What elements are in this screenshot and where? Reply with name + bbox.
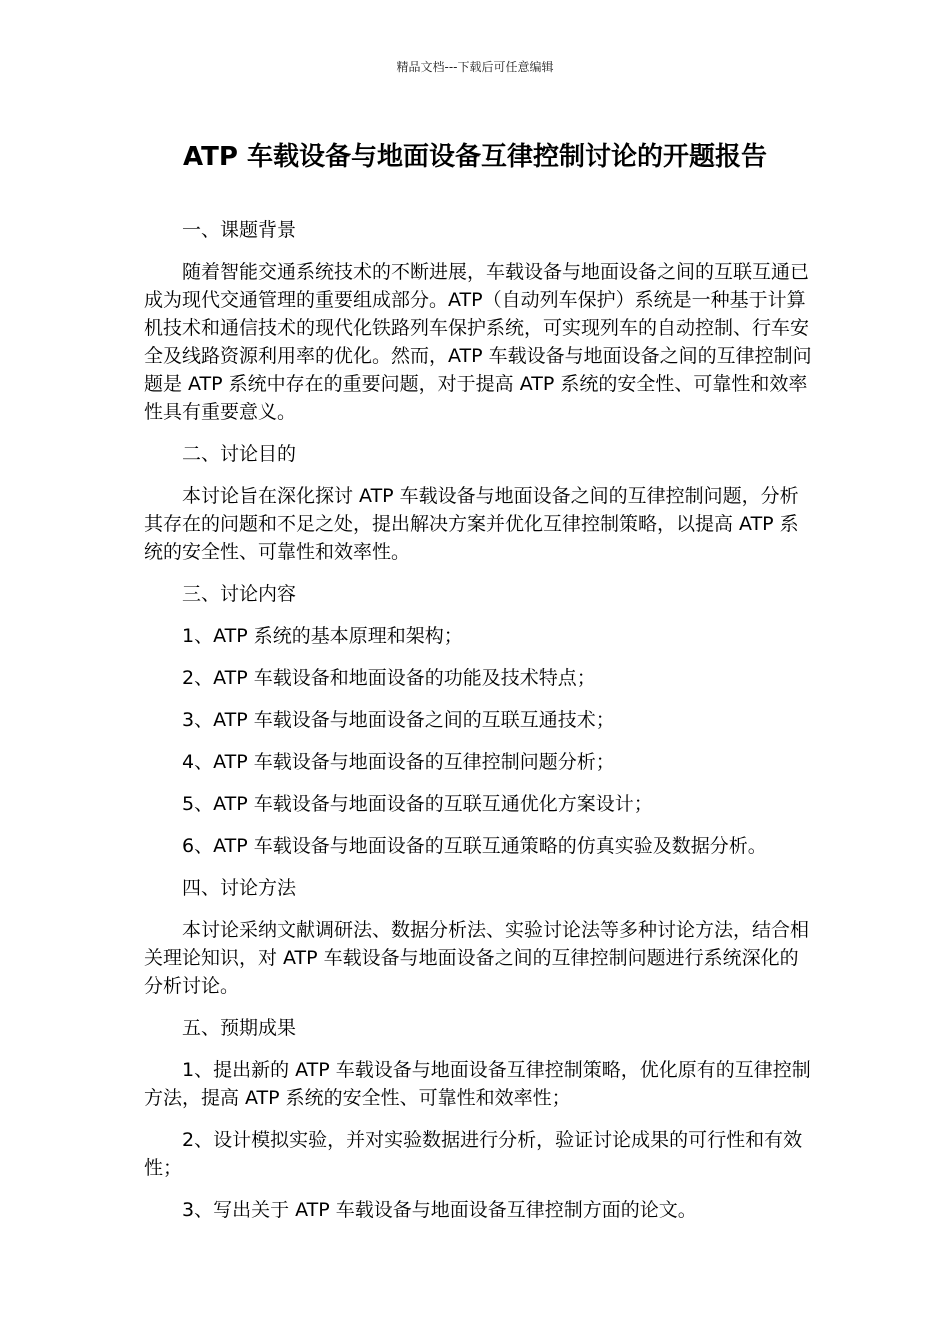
header-note: 精品文档---下载后可任意编辑 — [396, 60, 554, 74]
document-body — [144, 216, 814, 1238]
section-heading-content: 三、讨论内容 — [182, 583, 297, 605]
section-heading-background: 一、课题背景 — [182, 219, 297, 241]
paragraph-purpose: 本讨论旨在深化探讨 ATP 车载设备与地面设备之间的互律控制问题，分析其存在的问题和不足之处，提出解决方案并优化互律控制策略，以提高 ATP 系统的安全性、可靠性和效率性。 — [144, 485, 799, 563]
document-title: ATP 车载设备与地面设备互律控制讨论的开题报告 — [183, 142, 767, 172]
content-item: 2、ATP 车载设备和地面设备的功能及技术特点； — [182, 667, 596, 689]
content-item: 5、ATP 车载设备与地面设备的互联互通优化方案设计； — [182, 793, 653, 815]
result-item: 1、提出新的 ATP 车载设备与地面设备互律控制策略，优化原有的互律控制方法，提高 ATP 系统的安全性、可靠性和效率性； — [144, 1059, 811, 1109]
section-heading-method: 四、讨论方法 — [182, 877, 297, 899]
paragraph-background: 随着智能交通系统技术的不断进展，车载设备与地面设备之间的互联互通已成为现代交通管理的重要组成部分。ATP（自动列车保护）系统是一种基于计算机技术和通信技术的现代化铁路列车保护系统，可实现列车的自动控制、行车安全及线路资源利用率的优化。然而，ATP 车载设备与地面设备之间的互律控制问题是 ATP 系统中存在的重要问题，对于提高 ATP 系统的安全性、可靠性和效率性具有重要意义。 — [144, 261, 812, 423]
content-item: 4、ATP 车载设备与地面设备的互律控制问题分析； — [182, 751, 615, 773]
result-item: 2、设计模拟实验，并对实验数据进行分析，验证讨论成果的可行性和有效性； — [144, 1129, 803, 1179]
section-heading-results: 五、预期成果 — [182, 1017, 297, 1039]
content-item: 6、ATP 车载设备与地面设备的互联互通策略的仿真实验及数据分析。 — [182, 835, 767, 857]
content-item: 3、ATP 车载设备与地面设备之间的互联互通技术； — [182, 709, 615, 731]
paragraph-method: 本讨论采纳文献调研法、数据分析法、实验讨论法等多种讨论方法，结合相关理论知识，对 ATP 车载设备与地面设备之间的互律控制问题进行系统深化的分析讨论。 — [144, 919, 810, 997]
result-item: 3、写出关于 ATP 车载设备与地面设备互律控制方面的论文。 — [182, 1199, 697, 1221]
content-item: 1、ATP 系统的基本原理和架构； — [182, 625, 463, 647]
section-heading-purpose: 二、讨论目的 — [182, 443, 297, 465]
